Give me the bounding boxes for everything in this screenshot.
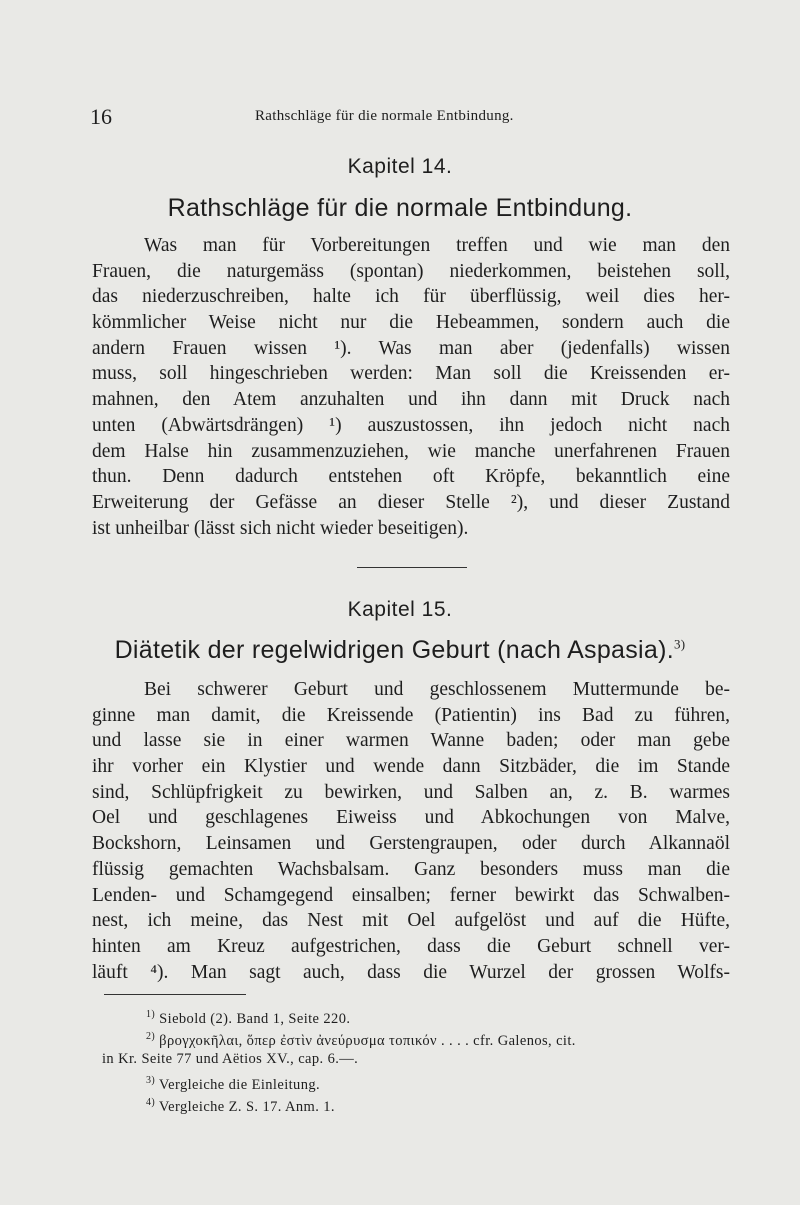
text-line: hinten am Kreuz aufgestrichen, dass die Geburt schnell ver- — [92, 935, 730, 957]
chapter-15-title — [0, 636, 800, 665]
chapter-14-title: Rathschläge für die normale Entbindung. — [167, 194, 633, 222]
text-line: Lenden- und Schamgegend einsalben; ferner bewirkt das Schwalben- — [92, 884, 730, 906]
footnote — [104, 1070, 744, 1092]
text-line: dem Halse hin zusammenzuziehen, wie manche unerfahrenen Frauen — [92, 440, 730, 462]
footnote-ref: 3) — [673, 636, 686, 652]
footnote — [104, 1092, 744, 1114]
text-line: muss, soll hingeschrieben werden: Man soll die Kreissenden er- — [92, 363, 730, 385]
running-head — [90, 104, 740, 132]
chapter-15-label: Kapitel 15. — [347, 598, 453, 621]
footnote-text: βρογχοκῆλαι, ὅπερ ἐστὶν ἀνεύρυσμα τοπικόν . . . . cfr. Galenos, cit. — [159, 1032, 576, 1049]
text-line: das niederzuschreiben, halte ich für überflüssig, weil dies her- — [92, 286, 730, 308]
footnotes — [104, 1004, 744, 1114]
text-line: flüssig gemachten Wachsbalsam. Ganz besonders muss man die — [92, 858, 730, 880]
text-line: und lasse sie in einer warmen Wanne baden; oder man gebe — [92, 730, 730, 752]
text-line: thun. Denn dadurch entstehen oft Kröpfe, bekanntlich eine — [92, 466, 730, 488]
chapter-14-body — [92, 233, 730, 541]
text-line: sind, Schlüpfrigkeit zu bewirken, und Salben an, z. B. warmes — [92, 781, 730, 803]
text-line: nest, ich meine, das Nest mit Oel aufgelöst und auf die Hüfte, — [92, 910, 730, 932]
chapter-15-body — [92, 677, 730, 985]
section-separator — [357, 567, 467, 568]
footnote-mark: 2) — [146, 1031, 156, 1042]
footnote — [104, 1026, 744, 1048]
text-line: ihr vorher ein Klystier und wende dann Sitzbäder, die im Stande — [92, 756, 730, 778]
footnote-rule — [104, 994, 246, 995]
text-line: Bei schwerer Geburt und geschlossenem Muttermunde be- — [144, 679, 730, 700]
text-line: Bockshorn, Leinsamen und Gerstengraupen, oder durch Alkannaöl — [92, 833, 730, 855]
footnote-mark: 1) — [146, 1009, 156, 1020]
footnote-mark: 4) — [146, 1097, 156, 1108]
footnote-mark: 3) — [146, 1075, 156, 1086]
footnote-text: Siebold (2). Band 1, Seite 220. — [159, 1010, 351, 1027]
page-number: 16 — [90, 104, 112, 129]
footnote-continuation — [102, 1048, 744, 1070]
footnote-text: Vergleiche die Einleitung. — [158, 1076, 321, 1093]
text-line: Erweiterung der Gefässe an dieser Stelle ²), und dieser Zustand — [92, 491, 730, 513]
text-line: Was man für Vorbereitungen treffen und wie man den — [144, 235, 730, 256]
text-line: mahnen, den Atem anzuhalten und ihn dann mit Druck nach — [92, 389, 730, 411]
text-line: unten (Abwärtsdrängen) ¹) auszustossen, ihn jedoch nicht nach — [92, 414, 730, 436]
text-line: Oel und geschlagenes Eiweiss und Abkochungen von Malve, — [92, 807, 730, 829]
chapter-15-title-text: Diätetik der regelwidrigen Geburt (nach Aspasia). — [114, 636, 674, 664]
running-title: Rathschläge für die normale Entbindung. — [255, 108, 514, 124]
text-line: ginne man damit, die Kreissende (Patientin) ins Bad zu führen, — [92, 704, 730, 726]
text-line: ist unheilbar (lässt sich nicht wieder beseitigen). — [92, 517, 469, 539]
footnote — [104, 1004, 744, 1026]
text-line: Frauen, die naturgemäss (spontan) niederkommen, beistehen soll, — [92, 260, 730, 282]
footnote-text: in Kr. Seite 77 und Aëtios XV., cap. 6.—. — [102, 1051, 359, 1067]
text-line: läuft ⁴). Man sagt auch, dass die Wurzel der grossen Wolfs- — [92, 961, 730, 983]
text-line: andern Frauen wissen ¹). Was man aber (jedenfalls) wissen — [92, 337, 730, 359]
footnote-text: Vergleiche Z. S. 17. Anm. 1. — [158, 1098, 335, 1115]
chapter-14-label: Kapitel 14. — [347, 155, 453, 178]
text-line: kömmlicher Weise nicht nur die Hebeammen, sondern auch die — [92, 312, 730, 334]
